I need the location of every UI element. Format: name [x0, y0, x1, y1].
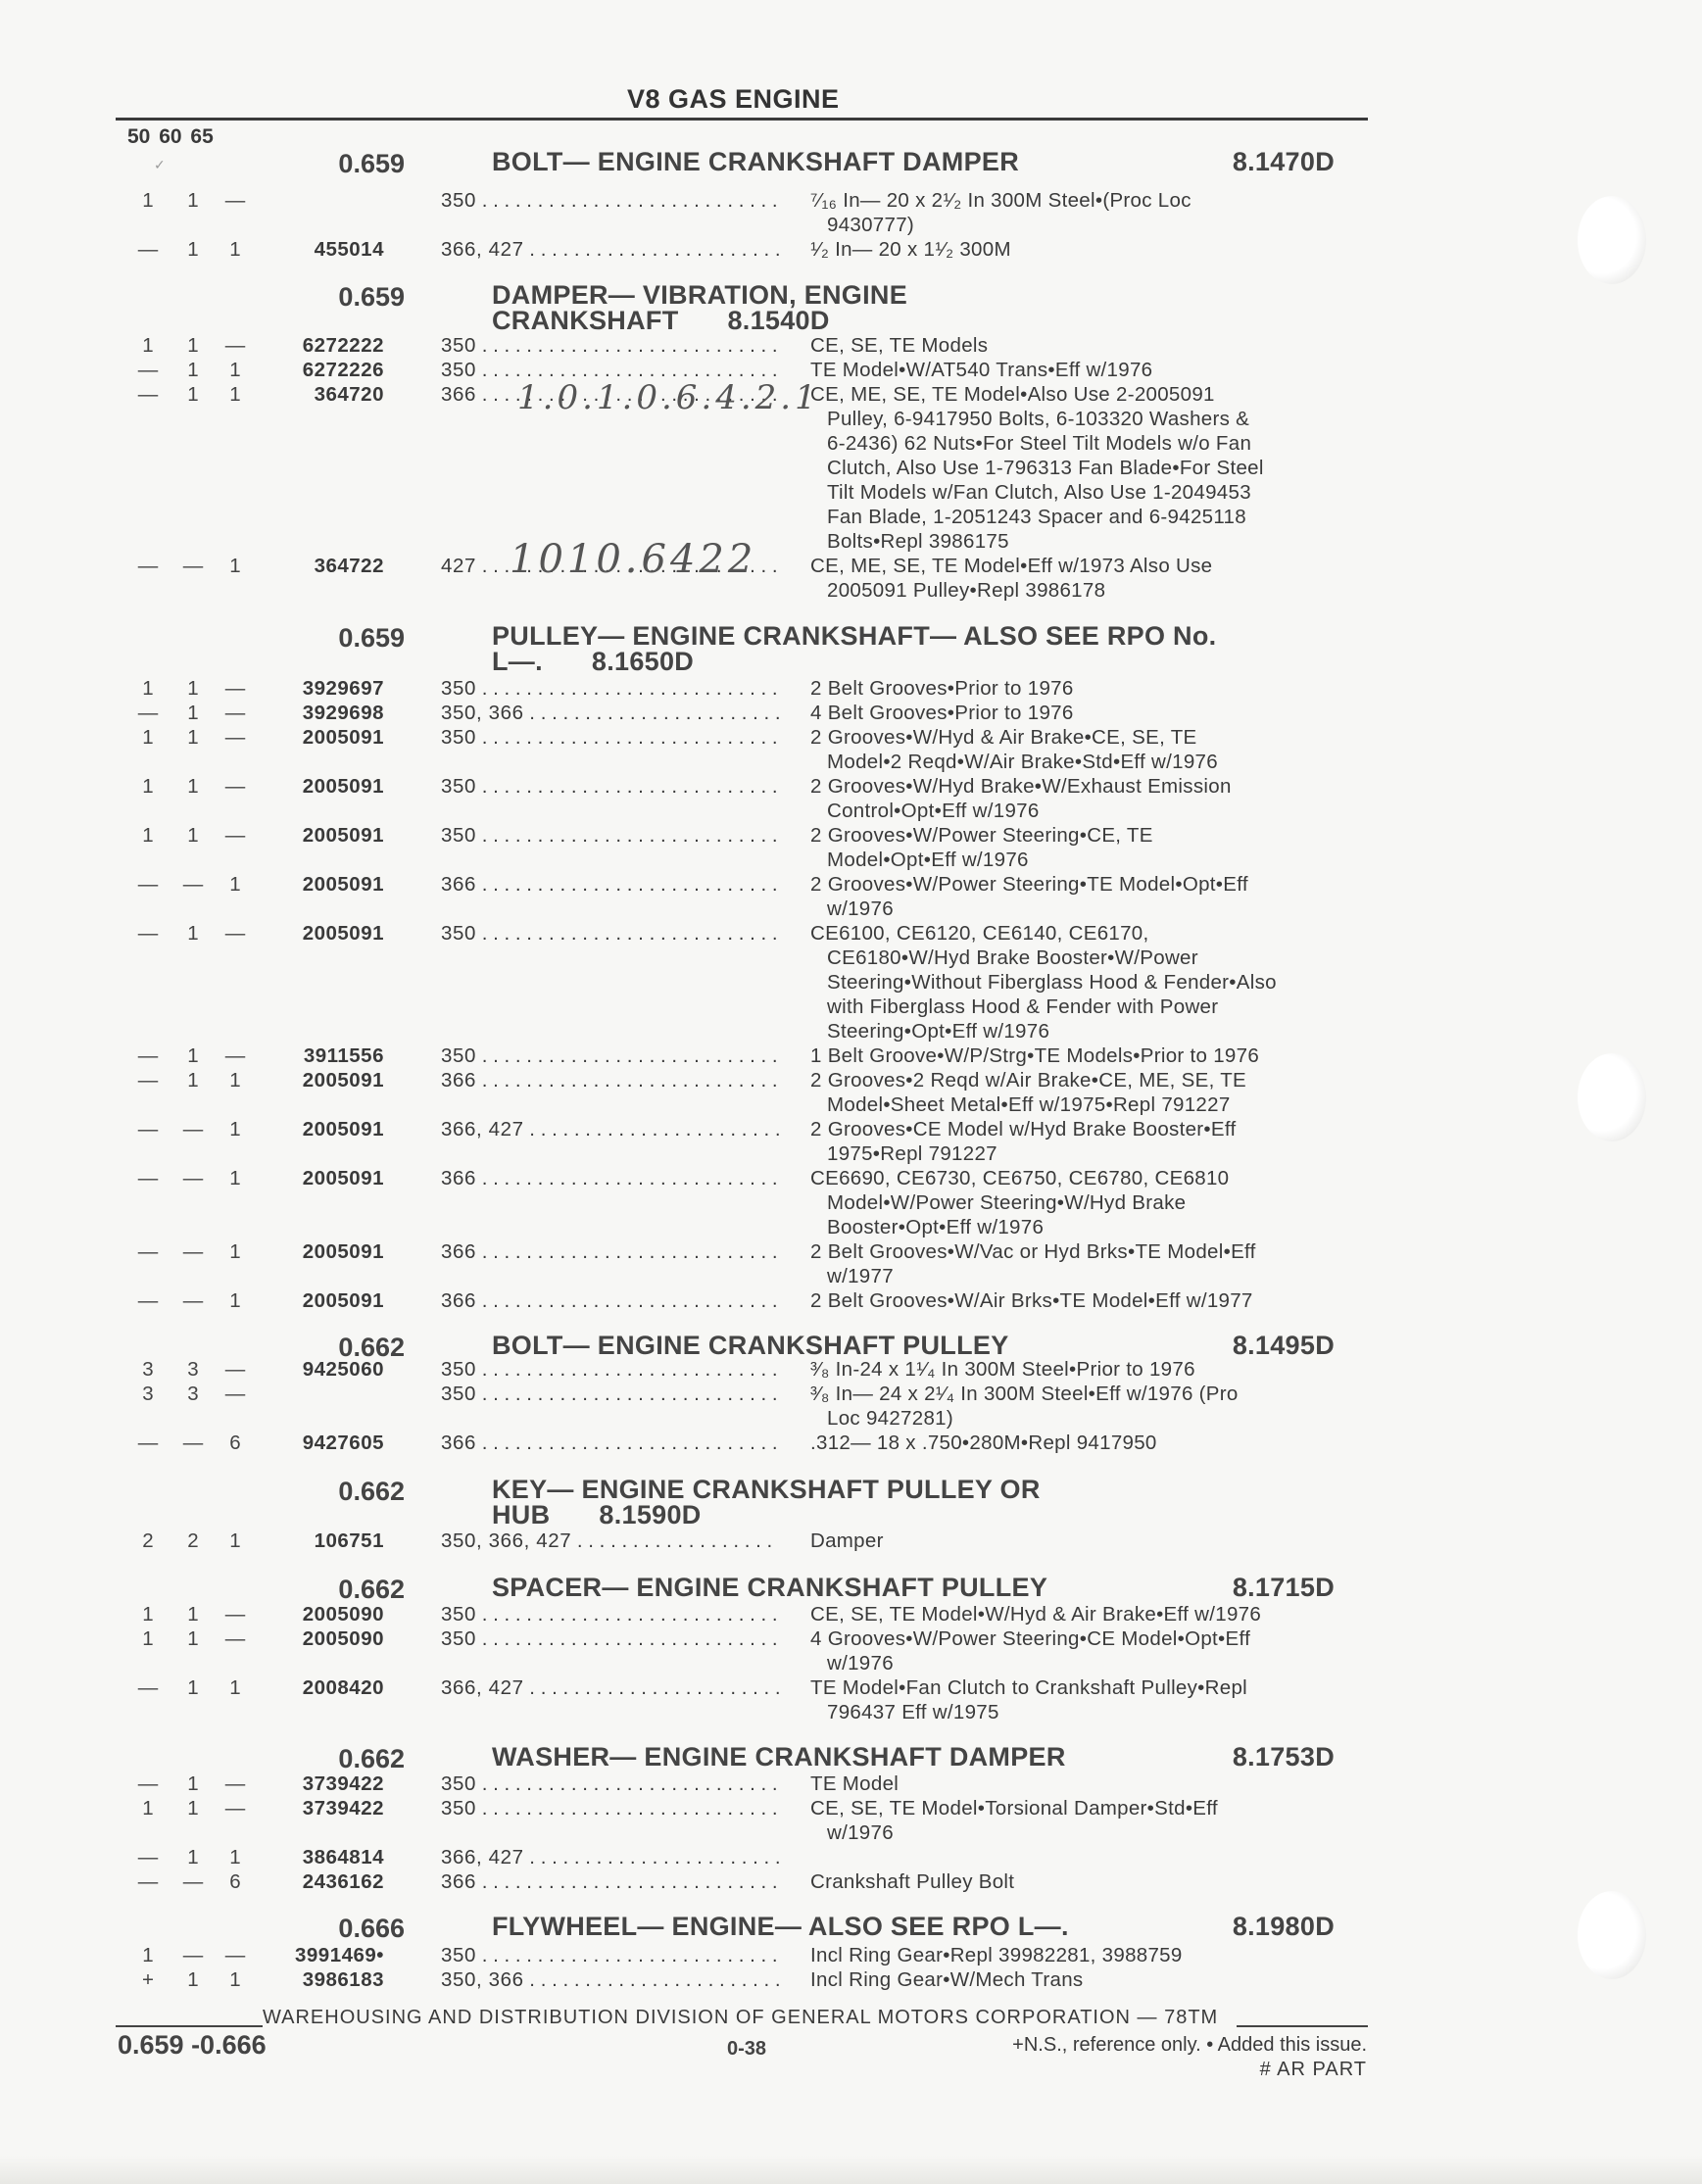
description-line: Pulley, 6-9417950 Bolts, 6-103320 Washers &	[827, 408, 1250, 430]
description-line: 6-2436) 62 Nuts•For Steel Tilt Models w/o Fan	[827, 432, 1252, 455]
qty-series-60: 2	[187, 1529, 199, 1552]
qty-series-60: 1	[187, 1069, 199, 1092]
part-number: 3929698	[302, 702, 384, 724]
qty-series-50: —	[137, 555, 159, 577]
engine-applicability: 366, 427 . . .	[441, 1845, 779, 1869]
qty-series-50: 1	[142, 1627, 154, 1650]
qty-series-65: —	[224, 1627, 246, 1650]
qty-series-60: 1	[187, 1797, 199, 1820]
description-line: Damper	[810, 1529, 884, 1552]
description-line: 2 Grooves•W/Hyd & Air Brake•CE, SE, TE	[810, 726, 1197, 749]
qty-series-50: —	[137, 1676, 159, 1699]
engine-applicability: 350 . . .	[441, 774, 779, 799]
section-title	[492, 1744, 1335, 1770]
qty-series-65: 1	[229, 1167, 241, 1189]
engine-applicability: 350 . . .	[441, 823, 779, 848]
description-line: 4 Belt Grooves•Prior to 1976	[810, 702, 1074, 724]
qty-series-60: 1	[187, 824, 199, 847]
qty-series-60: 1	[187, 677, 199, 700]
qty-series-60: 1	[187, 1627, 199, 1650]
section-title-continued: L—.	[492, 647, 543, 676]
description-line: Model•Sheet Metal•Eff w/1975•Repl 791227	[827, 1093, 1231, 1116]
qty-series-60: 1	[187, 238, 199, 261]
part-number: 2005091	[302, 775, 384, 798]
engine-applicability: 350 . . .	[441, 1382, 779, 1406]
part-number: 2005091	[302, 1069, 384, 1092]
section-group-number: 0.662	[338, 1744, 405, 1773]
part-description	[810, 1431, 1369, 1455]
qty-series-60: 3	[187, 1383, 199, 1405]
part-description	[810, 1357, 1369, 1382]
description-line: Incl Ring Gear•W/Mech Trans	[810, 1968, 1084, 1991]
part-number: 2005091	[302, 1118, 384, 1141]
description-line: Model•2 Reqd•W/Air Brake•Std•Eff w/1976	[827, 751, 1218, 773]
qty-series-60: 1	[187, 383, 199, 406]
qty-series-65: —	[224, 1358, 246, 1381]
part-description	[810, 1117, 1369, 1166]
footer-rule-left	[116, 2025, 263, 2027]
part-description	[810, 1239, 1369, 1288]
qty-series-60: 1	[187, 1044, 199, 1067]
qty-series-60: 1	[187, 189, 199, 212]
engine-applicability: 350, 366, 427 . . .	[441, 1529, 779, 1553]
section-group-number: 0.659	[338, 149, 405, 178]
qty-series-60: 1	[187, 1968, 199, 1991]
part-description	[810, 823, 1369, 872]
engine-applicability: 350 . . .	[441, 1771, 779, 1796]
footer-group-range: 0.659 -0.666	[118, 2030, 267, 2060]
description-line: w/1976	[827, 1821, 894, 1844]
description-line: ⁷⁄₁₆ In— 20 x 2¹⁄₂ In 300M Steel•(Proc Loc	[810, 189, 1191, 212]
part-number: 2005091	[302, 726, 384, 749]
part-description	[810, 1382, 1369, 1431]
part-description	[810, 1626, 1369, 1675]
qty-series-50: 1	[142, 189, 154, 212]
description-line: ³⁄₈ In— 24 x 2¹⁄₄ In 300M Steel•Eff w/1976 (Pro	[810, 1383, 1239, 1405]
description-line: CE, ME, SE, TE Model•Eff w/1973 Also Use	[810, 555, 1213, 577]
engine-applicability: 366 . . .	[441, 382, 779, 407]
qty-series-50: —	[137, 238, 159, 261]
part-number: 455014	[314, 238, 384, 261]
part-number: 2008420	[302, 1676, 384, 1699]
description-line: ¹⁄₂ In— 20 x 1¹⁄₂ 300M	[810, 238, 1011, 261]
qty-series-50: —	[137, 873, 159, 896]
qty-series-50: —	[137, 702, 159, 724]
description-line: Tilt Models w/Fan Clutch, Also Use 1-2049453	[827, 481, 1251, 504]
part-description	[810, 1068, 1369, 1117]
part-description	[810, 1796, 1369, 1845]
qty-series-50: 1	[142, 677, 154, 700]
description-line: CE, SE, TE Models	[810, 334, 989, 357]
qty-series-50: —	[137, 1167, 159, 1189]
binder-hole-top	[1578, 196, 1646, 284]
description-line: 2 Belt Grooves•Prior to 1976	[810, 677, 1074, 700]
part-description	[810, 1869, 1369, 1894]
engine-applicability: 350 . . .	[441, 333, 779, 358]
qty-series-50: —	[137, 1069, 159, 1092]
description-line: w/1977	[827, 1265, 894, 1287]
description-line: 9430777)	[827, 214, 915, 236]
qty-series-60: 1	[187, 922, 199, 945]
part-description	[810, 872, 1369, 921]
qty-series-65: 1	[229, 359, 241, 381]
part-description	[810, 237, 1369, 262]
engine-applicability: 350 . . .	[441, 1043, 779, 1068]
qty-series-65: —	[224, 1044, 246, 1067]
description-line: 2 Grooves•W/Power Steering•TE Model•Opt•Eff	[810, 873, 1248, 896]
qty-series-50: 1	[142, 1944, 154, 1966]
binder-hole-bottom	[1578, 1891, 1646, 1979]
qty-series-65: —	[224, 922, 246, 945]
qty-series-50: —	[137, 922, 159, 945]
qty-series-65: 1	[229, 1069, 241, 1092]
qty-series-60: 1	[187, 334, 199, 357]
engine-applicability: 350 . . .	[441, 676, 779, 701]
qty-series-60: —	[182, 1870, 204, 1893]
part-number: 364720	[314, 383, 384, 406]
qty-series-60: —	[182, 1118, 204, 1141]
description-line: 796437 Eff w/1975	[827, 1701, 999, 1723]
handwritten-note-1: 1.0.1.0.6.4.2.1	[517, 378, 820, 417]
qty-series-50: —	[137, 1432, 159, 1454]
engine-applicability: 350, 366 . . .	[441, 701, 779, 725]
section-catalog-code: 8.1980D	[1232, 1912, 1335, 1941]
part-number: 2436162	[302, 1870, 384, 1893]
description-line: 1 Belt Groove•W/P/Strg•TE Models•Prior to 1976	[810, 1044, 1260, 1067]
engine-applicability: 366, 427 . . .	[441, 1675, 779, 1700]
footer-division: WAREHOUSING AND DISTRIBUTION DIVISION OF GENERAL MOTORS CORPORATION — 78TM	[263, 2007, 1219, 2028]
description-line: CE6690, CE6730, CE6750, CE6780, CE6810	[810, 1167, 1230, 1189]
engine-applicability: 427 . . .	[441, 554, 779, 578]
description-line: ³⁄₈ In-24 x 1¹⁄₄ In 300M Steel•Prior to 1976	[810, 1358, 1195, 1381]
description-line: Steering•Opt•Eff w/1976	[827, 1020, 1050, 1043]
section-title-text: DAMPER— VIBRATION, ENGINE	[492, 280, 908, 310]
part-description	[810, 333, 1369, 358]
qty-series-60: 1	[187, 1603, 199, 1626]
qty-series-60: —	[182, 555, 204, 577]
engine-applicability: 350 . . .	[441, 1626, 779, 1651]
qty-series-65: —	[224, 189, 246, 212]
part-number: 9427605	[302, 1432, 384, 1454]
section-catalog-code: 8.1715D	[1232, 1573, 1335, 1602]
part-description	[810, 1602, 1369, 1626]
qty-series-60: —	[182, 1240, 204, 1263]
part-number: 2005091	[302, 824, 384, 847]
description-line: 2 Grooves•CE Model w/Hyd Brake Booster•Eff	[810, 1118, 1237, 1141]
qty-series-50: —	[137, 1870, 159, 1893]
footer-legend-notes: +N.S., reference only. • Added this issue.	[1012, 2034, 1367, 2056]
section-title	[492, 623, 1335, 674]
part-number: 2005091	[302, 922, 384, 945]
qty-series-50: 1	[142, 824, 154, 847]
description-line: 2005091 Pulley•Repl 3986178	[827, 579, 1106, 602]
part-number: 6272222	[302, 334, 384, 357]
description-line: 2 Grooves•W/Power Steering•CE, TE	[810, 824, 1153, 847]
section-catalog-code: 8.1470D	[1232, 147, 1335, 176]
part-description	[810, 382, 1369, 554]
part-description	[810, 701, 1369, 725]
qty-series-60: 1	[187, 1846, 199, 1869]
description-line: 2 Belt Grooves•W/Air Brks•TE Model•Eff w/1977	[810, 1289, 1253, 1312]
section-title-continued: HUB	[492, 1500, 551, 1529]
footer-rule-right	[1237, 2025, 1368, 2027]
part-number: 2005091	[302, 1167, 384, 1189]
engine-applicability: 366 . . .	[441, 1166, 779, 1190]
qty-series-50: 3	[142, 1383, 154, 1405]
part-number: 3911556	[303, 1044, 384, 1067]
qty-series-50: —	[137, 359, 159, 381]
part-number: 3739422	[302, 1772, 384, 1795]
qty-series-50: 1	[142, 726, 154, 749]
engine-applicability: 350 . . .	[441, 1357, 779, 1382]
qty-series-60: 1	[187, 359, 199, 381]
section-catalog-code: 8.1753D	[1232, 1742, 1335, 1771]
qty-series-65: 1	[229, 555, 241, 577]
description-line: Clutch, Also Use 1-796313 Fan Blade•For Steel	[827, 457, 1264, 479]
description-line: CE6100, CE6120, CE6140, CE6170,	[810, 922, 1149, 945]
part-number: 3929697	[302, 677, 384, 700]
part-number: 2005091	[302, 1289, 384, 1312]
qty-series-60: 1	[187, 1772, 199, 1795]
description-line: Fan Blade, 1-2051243 Spacer and 6-9425118	[827, 506, 1246, 528]
qty-series-65: —	[224, 1944, 246, 1966]
description-line: Incl Ring Gear•Repl 39982281, 3988759	[810, 1944, 1183, 1966]
qty-series-50: 1	[142, 1603, 154, 1626]
section-title	[492, 149, 1335, 174]
part-number: 364722	[314, 555, 384, 577]
qty-series-65: —	[224, 677, 246, 700]
engine-applicability: 366 . . .	[441, 1239, 779, 1264]
description-line: Loc 9427281)	[827, 1407, 953, 1430]
qty-series-60: 1	[187, 775, 199, 798]
footer-page-number: 0-38	[727, 2038, 767, 2060]
section-catalog-code: 8.1495D	[1232, 1331, 1335, 1360]
footer-legend-ar-part: # AR PART	[1259, 2059, 1367, 2080]
description-line: with Fiberglass Hood & Fender with Power	[827, 995, 1219, 1018]
section-catalog-code: 8.1540D	[727, 306, 830, 335]
engine-applicability: 366 . . .	[441, 1431, 779, 1455]
part-description	[810, 188, 1369, 237]
part-description	[810, 1166, 1369, 1239]
engine-applicability: 350 . . .	[441, 188, 779, 213]
engine-applicability: 350 . . .	[441, 1943, 779, 1967]
qty-series-65: 1	[229, 1289, 241, 1312]
qty-series-65: —	[224, 702, 246, 724]
description-line: CE, SE, TE Model•W/Hyd & Air Brake•Eff w/1976	[810, 1603, 1262, 1626]
qty-series-65: 1	[229, 873, 241, 896]
qty-series-50: —	[137, 1846, 159, 1869]
section-title-text: WASHER— ENGINE CRANKSHAFT DAMPER	[492, 1742, 1066, 1771]
qty-series-50: 2	[142, 1529, 154, 1552]
part-number: 106751	[314, 1529, 384, 1552]
part-description	[810, 676, 1369, 701]
section-title-text: PULLEY— ENGINE CRANKSHAFT— ALSO SEE RPO No.	[492, 621, 1217, 651]
part-number: 3739422	[302, 1797, 384, 1820]
part-description	[810, 554, 1369, 603]
section-title-text: KEY— ENGINE CRANKSHAFT PULLEY OR	[492, 1475, 1041, 1504]
qty-series-65: 1	[229, 1240, 241, 1263]
engine-applicability: 366 . . .	[441, 1068, 779, 1092]
section-title	[492, 1575, 1335, 1600]
page-edge	[0, 2156, 1702, 2184]
qty-series-60: —	[182, 1944, 204, 1966]
qty-series-65: 6	[229, 1432, 241, 1454]
qty-series-60: —	[182, 1432, 204, 1454]
description-line: CE6180•W/Hyd Brake Booster•W/Power	[827, 946, 1198, 969]
qty-series-50: 1	[142, 775, 154, 798]
check-mark: ✓	[154, 157, 166, 172]
section-title	[492, 1333, 1335, 1358]
qty-series-65: 1	[229, 1846, 241, 1869]
qty-series-65: —	[224, 824, 246, 847]
qty-series-65: —	[224, 1772, 246, 1795]
engine-applicability: 366 . . .	[441, 1288, 779, 1313]
section-title	[492, 1477, 1335, 1528]
description-line: .312— 18 x .750•280M•Repl 9417950	[810, 1432, 1157, 1454]
description-line: 1975•Repl 791227	[827, 1142, 997, 1165]
qty-series-50: +	[142, 1968, 154, 1991]
engine-applicability: 350 . . .	[441, 358, 779, 382]
description-line: Steering•Without Fiberglass Hood & Fender•Also	[827, 971, 1277, 994]
part-description	[810, 358, 1369, 382]
description-line: 2 Grooves•2 Reqd w/Air Brake•CE, ME, SE, TE	[810, 1069, 1247, 1092]
part-number: 2005090	[302, 1627, 384, 1650]
part-description	[810, 1288, 1369, 1313]
description-line: 2 Belt Grooves•W/Vac or Hyd Brks•TE Model•Eff	[810, 1240, 1256, 1263]
qty-series-65: 1	[229, 238, 241, 261]
section-title-continued: CRANKSHAFT	[492, 306, 679, 335]
qty-series-65: 1	[229, 1676, 241, 1699]
part-number: 6272226	[302, 359, 384, 381]
binder-hole-middle	[1578, 1053, 1646, 1141]
qty-series-65: —	[224, 726, 246, 749]
page-title: V8 GAS ENGINE	[627, 84, 840, 114]
section-group-number: 0.662	[338, 1575, 405, 1604]
engine-applicability: 350 . . .	[441, 1602, 779, 1626]
qty-series-65: —	[224, 1797, 246, 1820]
part-description	[810, 725, 1369, 774]
qty-series-65: 6	[229, 1870, 241, 1893]
part-description	[810, 1943, 1369, 1967]
title-rule	[116, 118, 1368, 121]
engine-applicability: 366, 427 . . .	[441, 237, 779, 262]
section-group-number: 0.662	[338, 1477, 405, 1506]
part-description	[810, 1675, 1369, 1724]
section-title-text: FLYWHEEL— ENGINE— ALSO SEE RPO L—.	[492, 1912, 1069, 1941]
section-group-number: 0.662	[338, 1333, 405, 1362]
description-line: w/1976	[827, 1652, 894, 1674]
qty-series-65: 1	[229, 1968, 241, 1991]
qty-series-50: —	[137, 1772, 159, 1795]
engine-applicability: 366, 427 . . .	[441, 1117, 779, 1141]
section-group-number: 0.659	[338, 623, 405, 653]
description-line: Booster•Opt•Eff w/1976	[827, 1216, 1045, 1238]
engine-applicability: 350 . . .	[441, 1796, 779, 1820]
description-line: TE Model	[810, 1772, 900, 1795]
section-title-text: SPACER— ENGINE CRANKSHAFT PULLEY	[492, 1573, 1048, 1602]
qty-series-65: 1	[229, 1118, 241, 1141]
qty-series-65: 1	[229, 1529, 241, 1552]
qty-series-60: —	[182, 1167, 204, 1189]
part-description	[810, 1771, 1369, 1796]
qty-series-65: 1	[229, 383, 241, 406]
section-catalog-code: 8.1590D	[599, 1500, 702, 1529]
qty-series-65: —	[224, 1383, 246, 1405]
qty-series-50: —	[137, 1289, 159, 1312]
description-line: 4 Grooves•W/Power Steering•CE Model•Opt•Eff	[810, 1627, 1251, 1650]
description-line: CE, ME, SE, TE Model•Also Use 2-2005091	[810, 383, 1215, 406]
quantity-column-headers: 50 60 65	[127, 125, 214, 148]
section-group-number: 0.659	[338, 282, 405, 312]
engine-applicability: 350, 366 . . .	[441, 1967, 779, 1992]
part-number: 3991469•	[295, 1944, 384, 1966]
qty-series-65: —	[224, 1603, 246, 1626]
engine-applicability: 366 . . .	[441, 1869, 779, 1894]
qty-series-60: 1	[187, 1676, 199, 1699]
part-description	[810, 1043, 1369, 1068]
description-line: Crankshaft Pulley Bolt	[810, 1870, 1015, 1893]
part-number: 2005090	[302, 1603, 384, 1626]
description-line: 2 Grooves•W/Hyd Brake•W/Exhaust Emission	[810, 775, 1232, 798]
description-line: Model•W/Power Steering•W/Hyd Brake	[827, 1191, 1187, 1214]
part-description	[810, 774, 1369, 823]
part-number: 3864814	[302, 1846, 384, 1869]
section-title	[492, 282, 1335, 333]
description-line: w/1976	[827, 898, 894, 920]
qty-series-50: 1	[142, 334, 154, 357]
engine-applicability: 350 . . .	[441, 725, 779, 750]
qty-series-60: 1	[187, 702, 199, 724]
engine-applicability: 366 . . .	[441, 872, 779, 897]
qty-series-60: 3	[187, 1358, 199, 1381]
description-line: Bolts•Repl 3986175	[827, 530, 1009, 553]
description-line: TE Model•W/AT540 Trans•Eff w/1976	[810, 359, 1153, 381]
part-number: 3986183	[302, 1968, 384, 1991]
handwritten-note-2: 1010.6422	[510, 537, 757, 582]
section-group-number: 0.666	[338, 1914, 405, 1943]
section-title-text: BOLT— ENGINE CRANKSHAFT PULLEY	[492, 1331, 1009, 1360]
qty-series-50: —	[137, 1240, 159, 1263]
part-description	[810, 1967, 1369, 1992]
description-line: TE Model•Fan Clutch to Crankshaft Pulley•Repl	[810, 1676, 1248, 1699]
description-line: CE, SE, TE Model•Torsional Damper•Std•Eff	[810, 1797, 1218, 1820]
qty-series-60: —	[182, 1289, 204, 1312]
qty-series-50: —	[137, 1118, 159, 1141]
qty-series-60: —	[182, 873, 204, 896]
part-description	[810, 1529, 1369, 1553]
qty-series-50: 1	[142, 1797, 154, 1820]
part-number: 9425060	[302, 1358, 384, 1381]
section-title	[492, 1914, 1335, 1939]
qty-series-50: 3	[142, 1358, 154, 1381]
section-title-text: BOLT— ENGINE CRANKSHAFT DAMPER	[492, 147, 1019, 176]
description-line: Control•Opt•Eff w/1976	[827, 800, 1040, 822]
engine-applicability: 350 . . .	[441, 921, 779, 946]
qty-series-65: —	[224, 334, 246, 357]
part-number: 2005091	[302, 873, 384, 896]
qty-series-60: 1	[187, 726, 199, 749]
qty-series-50: —	[137, 383, 159, 406]
qty-series-65: —	[224, 775, 246, 798]
part-description	[810, 921, 1369, 1043]
section-catalog-code: 8.1650D	[591, 647, 695, 676]
part-number: 2005091	[302, 1240, 384, 1263]
description-line: Model•Opt•Eff w/1976	[827, 849, 1029, 871]
qty-series-50: —	[137, 1044, 159, 1067]
